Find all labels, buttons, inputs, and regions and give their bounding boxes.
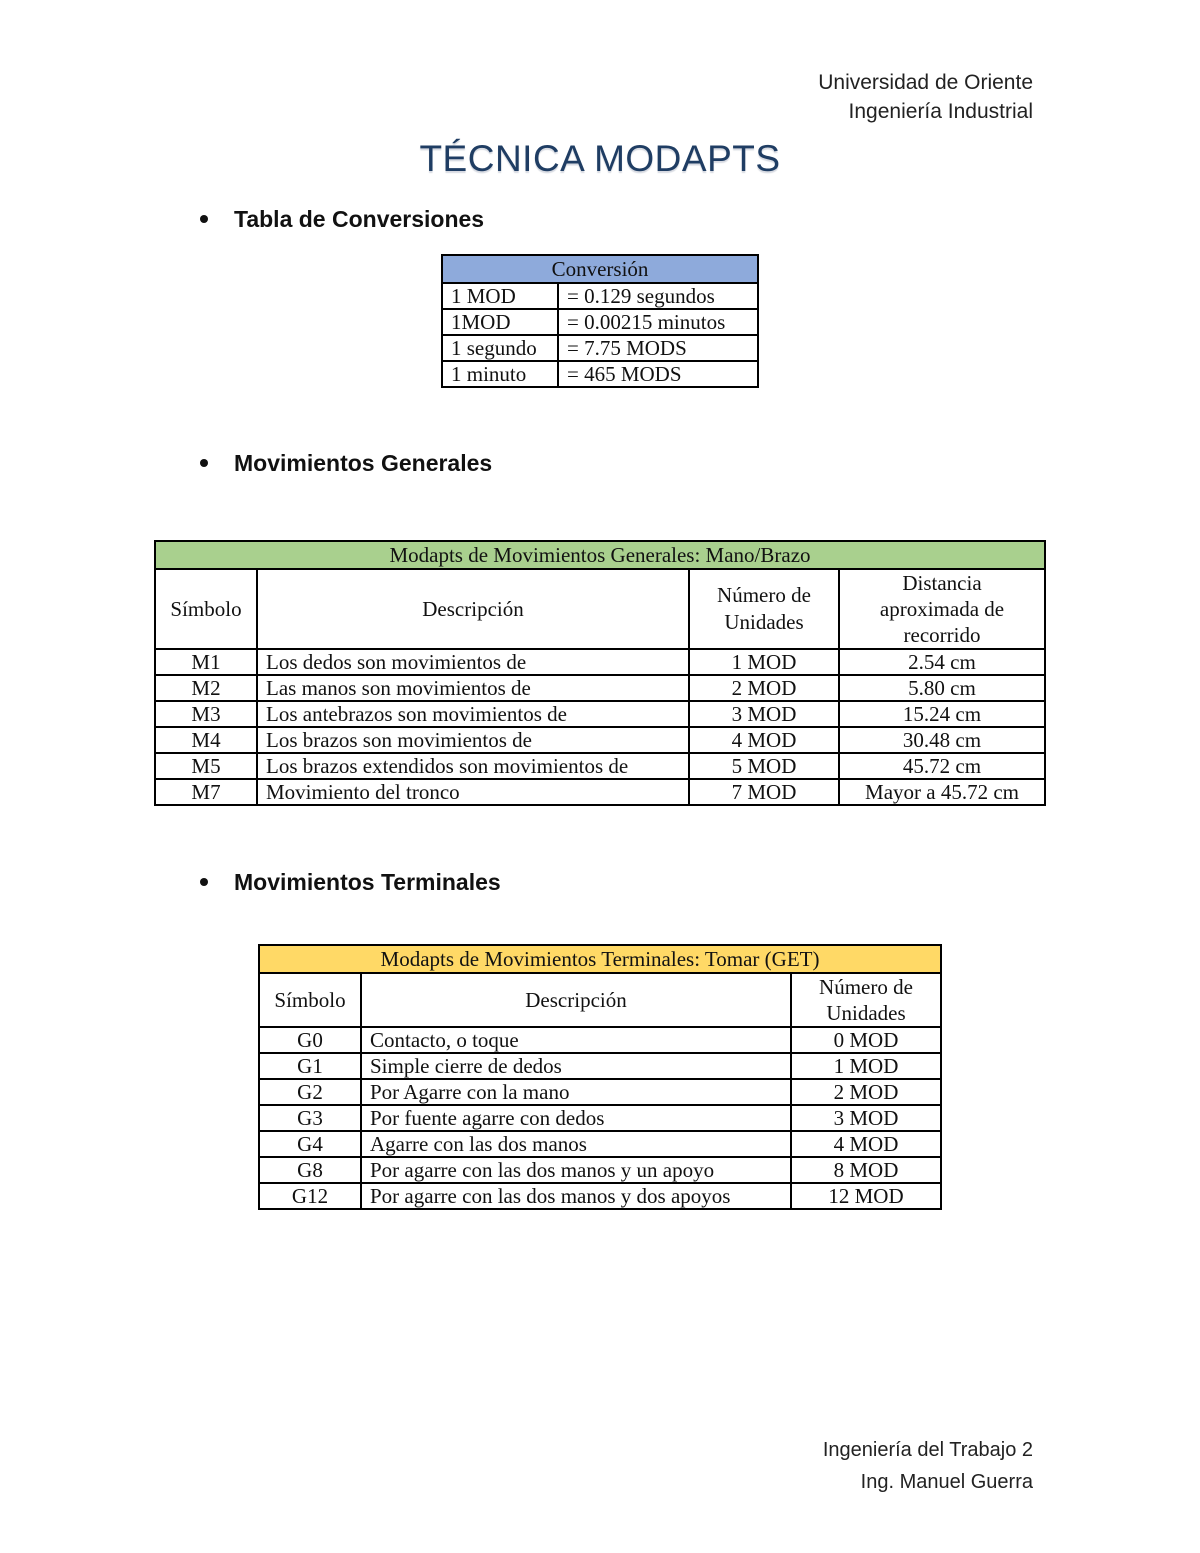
column-header: Descripción	[257, 569, 689, 649]
table-cell: 1MOD	[442, 309, 558, 335]
table-cell: Por Agarre con la mano	[361, 1079, 791, 1105]
table-row	[442, 283, 758, 309]
table-cell: 1 MOD	[442, 283, 558, 309]
table-cell: M2	[155, 675, 257, 701]
table-row	[259, 1027, 941, 1053]
column-header: Número de Unidades	[791, 973, 941, 1027]
footer-course: Ingeniería del Trabajo 2	[822, 1439, 1033, 1461]
table-cell: 1 minuto	[442, 361, 558, 387]
header-department: Ingeniería Industrial	[848, 100, 1033, 123]
table-row	[442, 309, 758, 335]
table-header-row	[259, 973, 941, 1027]
table-cell: 5.80 cm	[839, 675, 1045, 701]
table-row	[259, 1105, 941, 1131]
page-header	[818, 68, 1033, 126]
column-header: Símbolo	[155, 569, 257, 649]
table-cell: 3 MOD	[689, 701, 839, 727]
table-cell: M3	[155, 701, 257, 727]
table-cell: M5	[155, 753, 257, 779]
table-cell: Agarre con las dos manos	[361, 1131, 791, 1157]
table-row	[259, 1053, 941, 1079]
table-row	[259, 1131, 941, 1157]
table-header-row	[155, 569, 1045, 649]
table-cell: 3 MOD	[791, 1105, 941, 1131]
table-row	[155, 753, 1045, 779]
table-cell: M1	[155, 649, 257, 675]
bullet-icon	[200, 878, 208, 886]
section-general	[200, 450, 492, 477]
table-cell: 1 MOD	[689, 649, 839, 675]
section-conversions-label: Tabla de Conversiones	[234, 206, 485, 232]
table-cell: M4	[155, 727, 257, 753]
table-row	[155, 779, 1045, 805]
table-cell: 45.72 cm	[839, 753, 1045, 779]
table-cell: Por agarre con las dos manos y un apoyo	[361, 1157, 791, 1183]
table-cell: 15.24 cm	[839, 701, 1045, 727]
column-header: Distancia aproximada de recorrido	[839, 569, 1045, 649]
table-row	[442, 335, 758, 361]
table-cell: 1 MOD	[791, 1053, 941, 1079]
page-footer	[823, 1434, 1033, 1498]
table-cell: 1 segundo	[442, 335, 558, 361]
page-title: TÉCNICA MODAPTS	[419, 138, 781, 179]
general-table-title: Modapts de Movimientos Generales: Mano/Brazo	[155, 541, 1045, 569]
table-cell: Las manos son movimientos de	[257, 675, 689, 701]
table-cell: 5 MOD	[689, 753, 839, 779]
section-general-label: Movimientos Generales	[234, 450, 493, 476]
general-movements-table	[154, 540, 1046, 806]
column-header: Número de Unidades	[689, 569, 839, 649]
footer-author: Ing. Manuel Guerra	[860, 1471, 1033, 1493]
table-cell: M7	[155, 779, 257, 805]
column-header: Símbolo	[259, 973, 361, 1027]
table-cell: 2 MOD	[791, 1079, 941, 1105]
table-cell: Los dedos son movimientos de	[257, 649, 689, 675]
table-cell: Por agarre con las dos manos y dos apoyos	[361, 1183, 791, 1209]
table-cell: G4	[259, 1131, 361, 1157]
table-row	[259, 1183, 941, 1209]
table-row	[259, 1157, 941, 1183]
table-cell: G1	[259, 1053, 361, 1079]
table-row	[155, 649, 1045, 675]
table-cell: 4 MOD	[689, 727, 839, 753]
table-cell: 0 MOD	[791, 1027, 941, 1053]
table-row	[155, 675, 1045, 701]
table-cell: G3	[259, 1105, 361, 1131]
section-conversions	[200, 206, 484, 233]
table-cell: G2	[259, 1079, 361, 1105]
table-cell: 12 MOD	[791, 1183, 941, 1209]
table-cell: 2.54 cm	[839, 649, 1045, 675]
bullet-icon	[200, 459, 208, 467]
conversion-table-title: Conversión	[442, 255, 758, 283]
table-cell: 8 MOD	[791, 1157, 941, 1183]
table-cell: 2 MOD	[689, 675, 839, 701]
column-header: Descripción	[361, 973, 791, 1027]
table-cell: Por fuente agarre con dedos	[361, 1105, 791, 1131]
table-cell: G8	[259, 1157, 361, 1183]
section-terminal-label: Movimientos Terminales	[234, 869, 501, 895]
table-cell: 30.48 cm	[839, 727, 1045, 753]
table-cell: Mayor a 45.72 cm	[839, 779, 1045, 805]
table-cell: Los brazos extendidos son movimientos de	[257, 753, 689, 779]
bullet-icon	[200, 215, 208, 223]
table-row	[442, 361, 758, 387]
section-terminal	[200, 869, 501, 896]
table-row	[155, 727, 1045, 753]
table-cell: Simple cierre de dedos	[361, 1053, 791, 1079]
table-cell: 7 MOD	[689, 779, 839, 805]
terminal-movements-table	[258, 944, 942, 1210]
table-cell: G12	[259, 1183, 361, 1209]
table-row	[155, 701, 1045, 727]
table-cell: = 7.75 MODS	[558, 335, 758, 361]
table-row	[259, 1079, 941, 1105]
table-cell: = 465 MODS	[558, 361, 758, 387]
table-cell: Contacto, o toque	[361, 1027, 791, 1053]
header-university: Universidad de Oriente	[818, 71, 1033, 94]
table-cell: G0	[259, 1027, 361, 1053]
table-cell: Los antebrazos son movimientos de	[257, 701, 689, 727]
table-cell: = 0.00215 minutos	[558, 309, 758, 335]
table-cell: 4 MOD	[791, 1131, 941, 1157]
terminal-table-title: Modapts de Movimientos Terminales: Tomar (GET)	[259, 945, 941, 973]
table-cell: Los brazos son movimientos de	[257, 727, 689, 753]
conversion-table	[441, 254, 759, 388]
table-cell: Movimiento del tronco	[257, 779, 689, 805]
table-cell: = 0.129 segundos	[558, 283, 758, 309]
